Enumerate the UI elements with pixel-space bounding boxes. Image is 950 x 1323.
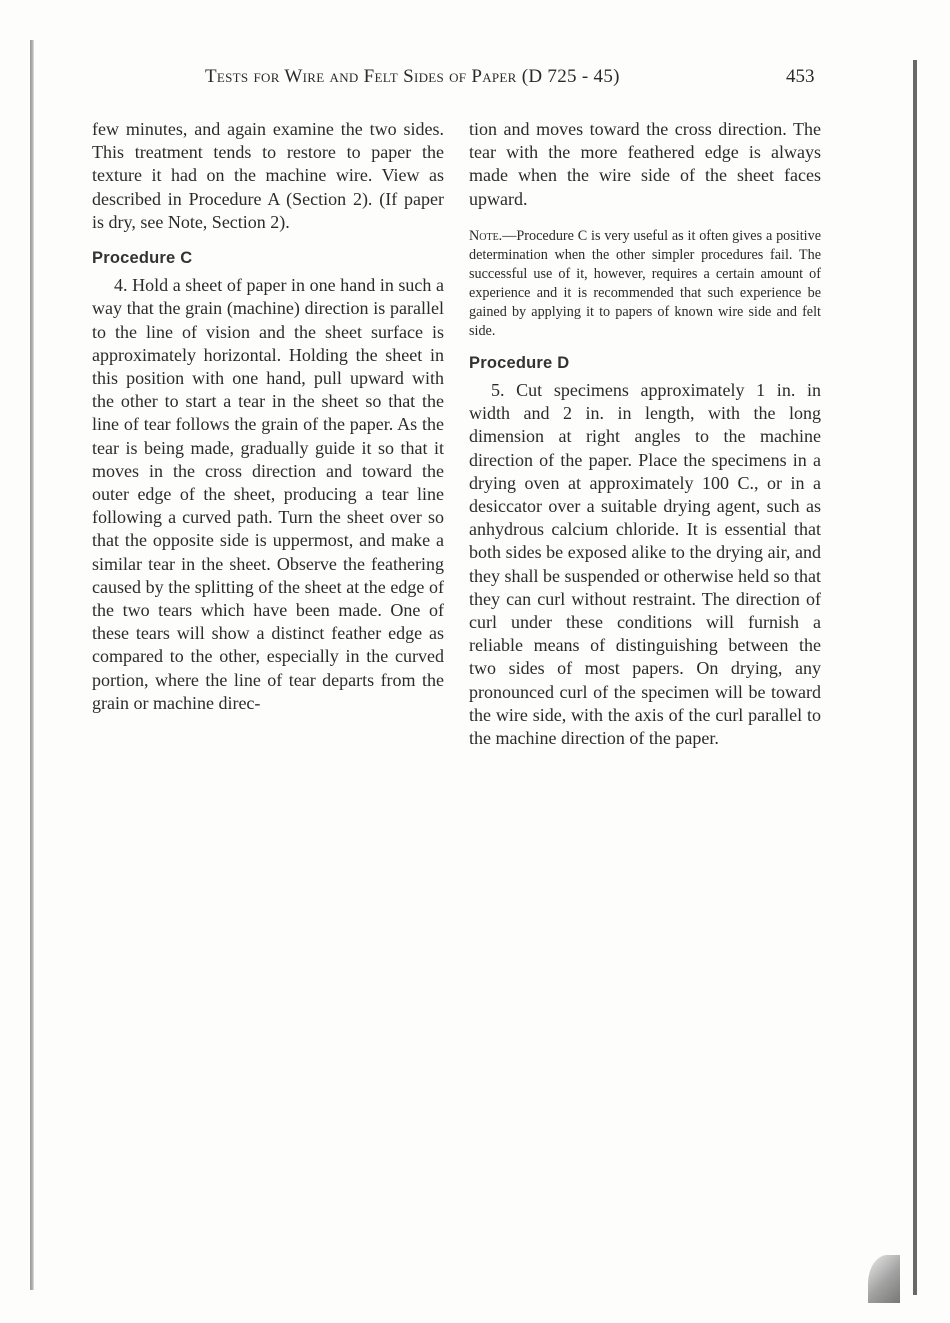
note-text: —Procedure C is very useful as it often gives a positive determination when the other simpler procedures fail. The successful use of it, however, requires a certain amount of experience and it is recommended that such experience be gained by applying it to papers of known wire side and felt side. (469, 227, 821, 339)
binding-edge (30, 40, 34, 1290)
paragraph-continued: few minutes, and again examine the two sides. This treatment tends to restore to paper the texture it had on the machine wire. View as described in Procedure A (Section 2). (If paper is dry, see Note, Section 2). (92, 119, 444, 232)
left-column (92, 118, 444, 715)
running-title: Tests for Wire and Felt Sides of Paper (D 725 - 45) (205, 66, 620, 87)
procedure-c-heading: Procedure C (92, 249, 193, 268)
right-column (469, 118, 821, 750)
page-edge (913, 60, 917, 1295)
note (469, 227, 821, 341)
page-number: 453 (786, 66, 815, 87)
paragraph-5: 5. Cut specimens approximately 1 in. in width and 2 in. in length, with the long dimension at right angles to the machine direction of the paper. Place the specimens in a drying oven at approximately 100 C., or in a desiccator over a suitable drying agent, such as anhydrous calcium chloride. It is essential that both sides be exposed alike to the drying air, and they shall be suspended or otherwise held so that they can curl without restraint. The direction of curl under these conditions will furnish a reliable means of distinguishing between the two sides of most papers. On drying, any pronounced curl of the specimen will be toward the wire side, with the axis of the curl parallel to the machine direction of the paper. (469, 380, 821, 749)
paragraph-4-continued: tion and moves toward the cross direction. The tear with the more feathered edge is always made when the wire side of the sheet faces upward. (469, 119, 821, 209)
paragraph-4: 4. Hold a sheet of paper in one hand in such a way that the grain (machine) direction is parallel to the line of vision and the sheet surface is approximately horizontal. Holding the sheet in this position with one hand, pull upward with the other to start a tear in the sheet so that the line of tear follows the grain of the paper. As the tear is being made, gradually guide it so that it moves in the cross direction and toward the outer edge of the sheet, producing a tear line following a curved path. Turn the sheet over so that the opposite side is uppermost, and make a similar tear in the sheet. Observe the feathering caused by the splitting of the sheet at the edge of the two tears which have been made. One of these tears will show a distinct feather edge as compared to the other, especially in the curved portion, where the line of tear departs from the grain or machine direc- (92, 275, 444, 713)
note-label: Note. (469, 227, 503, 244)
scan-corner-shadow (868, 1255, 900, 1303)
procedure-d-heading: Procedure D (469, 353, 570, 372)
